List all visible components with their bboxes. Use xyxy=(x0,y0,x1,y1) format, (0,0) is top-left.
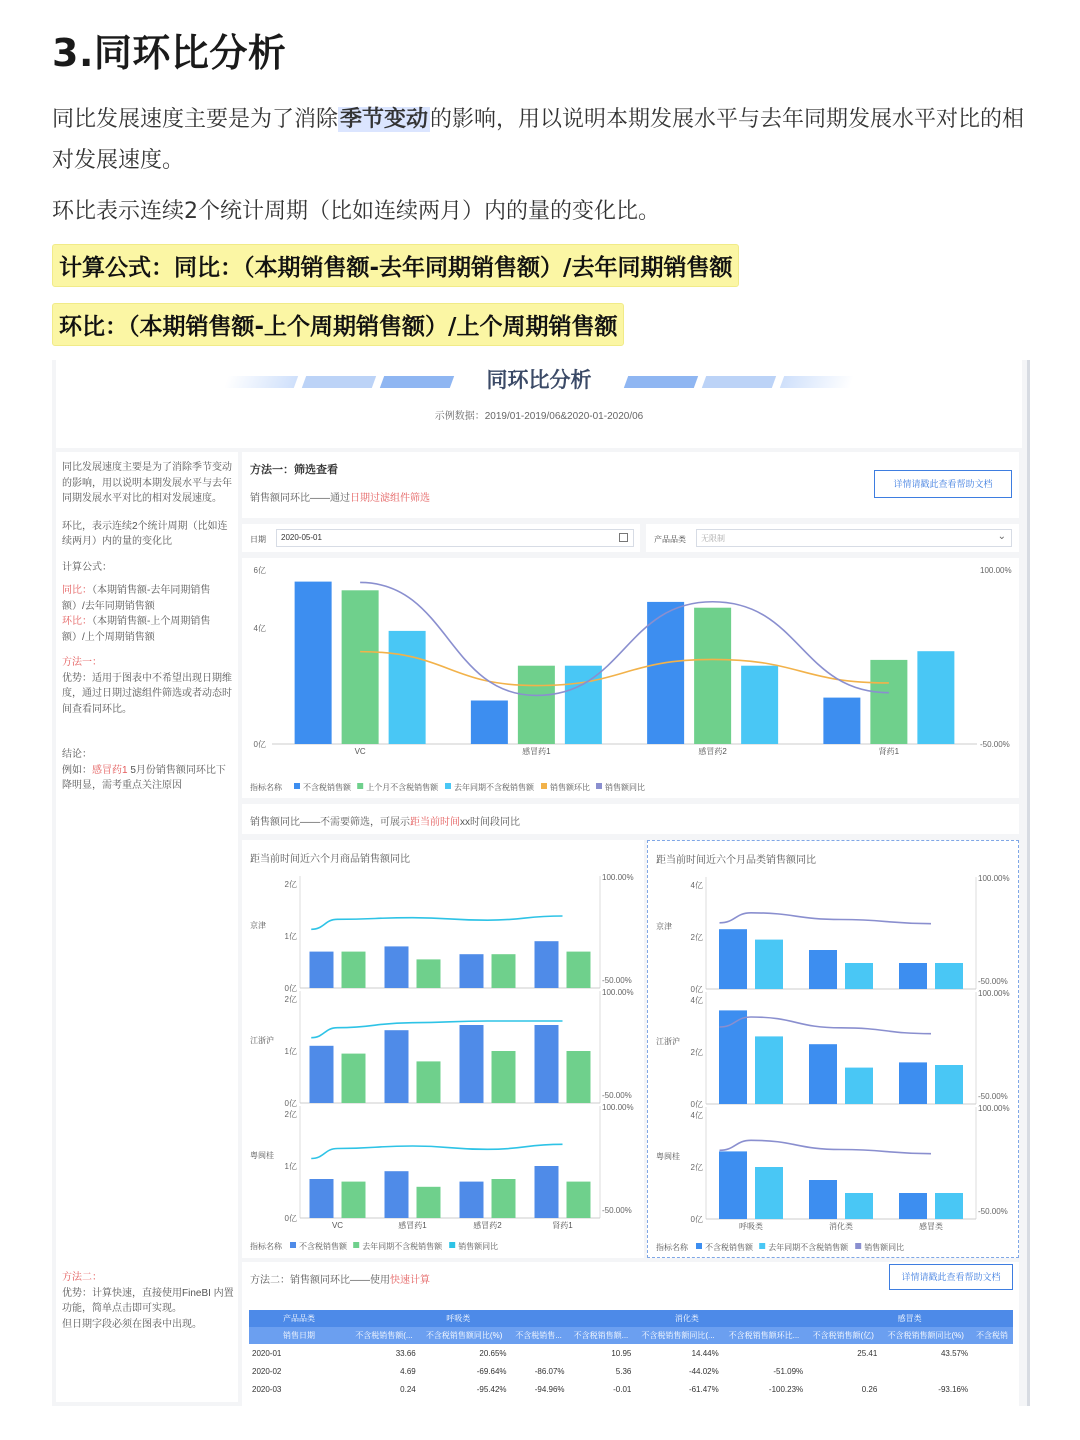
bar xyxy=(385,1171,409,1218)
row-label: 粤闽桂 xyxy=(250,1151,274,1160)
x-tick-label: 感冒药2 xyxy=(473,1221,502,1230)
bar xyxy=(460,954,484,988)
dashboard-subtitle: 示例数据：2019/01-2019/06&2020-01-2020/06 xyxy=(434,411,644,422)
table-row[interactable] xyxy=(249,1380,1013,1398)
y-tick-label: 4亿 xyxy=(253,624,266,633)
legend-swatch xyxy=(449,1242,455,1248)
y2-tick-label: -50.00% xyxy=(602,976,632,985)
x-tick-label: 感冒药1 xyxy=(398,1221,427,1230)
legend-label: 去年同期不含税销售额 xyxy=(768,1243,849,1252)
bar xyxy=(310,952,334,988)
bar xyxy=(719,1151,747,1219)
date-input[interactable] xyxy=(276,529,634,547)
x-tick-label: 感冒类 xyxy=(919,1222,943,1231)
main-chart-panel xyxy=(242,558,1019,798)
yoy-sub-suffix: xx时间段同比 xyxy=(460,817,520,828)
bar xyxy=(755,1036,783,1104)
table-row[interactable] xyxy=(249,1362,1013,1380)
table-cell: 4.69 xyxy=(400,1366,416,1376)
y2-tick-label: 100.00% xyxy=(978,1104,1010,1113)
bar xyxy=(899,1193,927,1219)
bar xyxy=(935,963,963,989)
product-yoy-chart xyxy=(242,840,644,1258)
table-cell: -94.96% xyxy=(534,1384,565,1394)
quick-calc-table xyxy=(249,1310,1013,1398)
table-cell: 25.41 xyxy=(857,1348,878,1358)
y2-tick-label: -50.00% xyxy=(602,1206,632,1215)
bar xyxy=(342,952,366,988)
y-tick-label: 6亿 xyxy=(253,566,266,575)
legend-prefix: 指标名称 xyxy=(250,1242,282,1251)
y-tick-label: 0亿 xyxy=(690,985,703,994)
table-cell: -61.47% xyxy=(688,1384,719,1394)
bar xyxy=(899,1062,927,1104)
y-tick-label: 2亿 xyxy=(284,995,297,1004)
y2-tick-label: 100.00% xyxy=(980,566,1012,575)
bar xyxy=(535,941,559,988)
y-tick-label: 0亿 xyxy=(284,1214,297,1223)
y-tick-label: 4亿 xyxy=(690,1111,703,1120)
x-tick-label: 消化类 xyxy=(829,1222,853,1231)
note-example xyxy=(62,763,232,794)
row-label: 京津 xyxy=(656,922,672,931)
quick-calc-table-wrap xyxy=(249,1310,1013,1398)
legend-label: 销售额环比 xyxy=(550,783,590,792)
y-tick-label: 2亿 xyxy=(284,1110,297,1119)
y-tick-label: 2亿 xyxy=(690,1048,703,1057)
method1-title: 方法一：筛选查看 xyxy=(250,464,338,476)
category-yoy-chart xyxy=(648,841,1018,1257)
table-header-cell[interactable]: 不含税销售额同比(%) xyxy=(880,1327,971,1344)
method2-title xyxy=(250,1271,430,1286)
table-header-cell[interactable]: 不含税销售额(亿) xyxy=(806,1327,880,1344)
note-conclusion-label: 结论： xyxy=(62,749,92,760)
x-tick-label: VC xyxy=(331,1221,344,1230)
bar xyxy=(389,631,426,744)
paragraph-huanbi: 环比表示连续2个统计周期（比如连续两月）内的量的变化比。 xyxy=(52,199,660,224)
table-group-header xyxy=(249,1310,1013,1327)
note-method1-text: 优势：适用于图表中不希望出现日期维度，通过日期过滤组件筛选或者动态时间查看同环比。 xyxy=(62,672,232,715)
bar xyxy=(809,950,837,989)
table-cell: 14.44% xyxy=(691,1348,719,1358)
method2-title-prefix: 方法二：销售额同环比——使用 xyxy=(250,1275,390,1286)
article-heading: 3.同环比分析 xyxy=(52,31,287,75)
method1-sub-red: 日期过滤组件筛选 xyxy=(350,493,430,504)
table-cell: 20.65% xyxy=(479,1348,507,1358)
table-cell: 5.36 xyxy=(615,1366,632,1376)
legend-label: 不含税销售额 xyxy=(299,1242,347,1251)
bar xyxy=(518,666,555,744)
p1-text-a: 同比发展速度主要是为了消除 xyxy=(52,107,339,132)
table-cell: -44.02% xyxy=(688,1366,719,1376)
legend-label: 去年同期不含税销售额 xyxy=(362,1242,443,1251)
x-tick-label: 感冒药2 xyxy=(698,747,727,756)
legend-label: 去年同期不含税销售额 xyxy=(454,783,534,792)
series-line-yoy xyxy=(720,1140,932,1153)
table-header-cell[interactable]: 不含税销售... xyxy=(510,1327,568,1344)
legend-label: 不含税销售额 xyxy=(705,1243,753,1252)
note-method2-note: 但日期字段必须在图表中出现。 xyxy=(62,1318,202,1330)
bar xyxy=(565,666,602,744)
y-tick-label: 1亿 xyxy=(284,1162,297,1171)
legend-label: 销售额同比 xyxy=(864,1243,905,1252)
bar xyxy=(823,698,860,744)
table-header-cell[interactable]: 感冒类 xyxy=(806,1310,1013,1327)
note-tongbi xyxy=(62,583,232,614)
legend-swatch xyxy=(353,1242,359,1248)
category-yoy-panel xyxy=(647,840,1019,1258)
row-label: 京津 xyxy=(250,921,266,930)
bar xyxy=(741,666,778,744)
bar xyxy=(535,1025,559,1103)
p1-text-b: 的影响，用以说明本期发展水平与去年同期发展水平对比的相对发展速度。 xyxy=(52,107,1025,173)
bar xyxy=(755,940,783,989)
paragraph-tongbi xyxy=(52,99,1032,181)
note-huanbi-label: 环比： xyxy=(62,616,92,627)
table-header-cell[interactable]: 不含税销售额(... xyxy=(349,1327,419,1344)
x-tick-label: 感冒药1 xyxy=(522,747,551,756)
bar xyxy=(755,1167,783,1219)
series-line-yoy xyxy=(720,1017,932,1034)
bar xyxy=(417,1061,441,1103)
bar xyxy=(460,1025,484,1103)
bar xyxy=(917,651,954,744)
yoy-sub-red: 距当前时间 xyxy=(410,817,460,828)
y2-tick-label: 100.00% xyxy=(978,989,1010,998)
dashboard-screenshot xyxy=(52,360,1030,1406)
y-tick-label: 2亿 xyxy=(284,880,297,889)
y2-tick-label: -50.00% xyxy=(980,740,1010,749)
table-cell: -95.42% xyxy=(476,1384,507,1394)
bar xyxy=(342,1054,366,1103)
bar xyxy=(492,954,516,988)
table-cell xyxy=(880,1362,971,1380)
bar xyxy=(310,1046,334,1103)
table-cell xyxy=(806,1362,880,1380)
bar xyxy=(935,1193,963,1219)
x-tick-label: 肾药1 xyxy=(552,1221,573,1230)
table-cell: 33.66 xyxy=(395,1348,416,1358)
x-tick-label: 呼吸类 xyxy=(739,1222,763,1231)
table-cell: 0.26 xyxy=(861,1384,878,1394)
table-cell: 43.57% xyxy=(940,1348,969,1358)
y2-tick-label: 100.00% xyxy=(602,1103,634,1112)
highlighted-term: 季节变动 xyxy=(340,107,429,132)
table-header-cell[interactable]: 产品品类 xyxy=(249,1310,349,1327)
bar xyxy=(719,1010,747,1104)
y2-tick-label: 100.00% xyxy=(978,874,1010,883)
legend-swatch xyxy=(290,1242,296,1248)
legend-label: 不含税销售额 xyxy=(303,783,351,792)
note-formula-label: 计算公式： xyxy=(62,561,112,573)
bar xyxy=(845,963,873,989)
legend-swatch xyxy=(759,1243,765,1249)
category-filter-label: 产品品类 xyxy=(654,535,686,544)
bar xyxy=(492,1051,516,1103)
table-sub-header xyxy=(249,1327,1013,1344)
dashboard-header xyxy=(56,360,1022,448)
table-cell: 0.24 xyxy=(400,1384,416,1394)
legend-swatch xyxy=(855,1243,861,1249)
product-yoy-panel xyxy=(242,840,644,1258)
bar xyxy=(342,1182,366,1218)
series-line-yoy xyxy=(311,1021,562,1038)
bar xyxy=(471,701,508,745)
table-header-cell[interactable]: 不含税销售额同比(%) xyxy=(419,1327,510,1344)
bar xyxy=(845,1068,873,1104)
method2-title-red: 快速计算 xyxy=(390,1275,430,1286)
note-example-suffix: 5月份销售额同环比下降明显，需考重点关注原因 xyxy=(62,764,226,791)
note-example-prefix: 例如： xyxy=(62,764,92,776)
bar xyxy=(295,582,332,744)
note-method2-label: 方法二： xyxy=(62,1272,102,1283)
note-huanbi-formula xyxy=(62,614,232,645)
y-tick-label: 4亿 xyxy=(690,881,703,890)
yoy-sub-prefix: 销售额同比——不需要筛选，可展示 xyxy=(250,817,410,828)
dashboard-title: 同环比分析 xyxy=(486,369,592,392)
category-select[interactable] xyxy=(696,529,1012,547)
note-method1-label: 方法一： xyxy=(62,657,102,668)
bar xyxy=(460,1182,484,1218)
chevron-down-icon[interactable]: ⌄ xyxy=(997,531,1006,542)
note-method2-text: 优势：计算快速，直接使用FineBI 内置功能，简单点击即可实现。 xyxy=(62,1287,234,1314)
help-doc-button-2[interactable]: 详情请戳此查看帮助文档 xyxy=(889,1264,1013,1290)
bar xyxy=(385,946,409,988)
legend-swatch xyxy=(541,783,547,789)
table-header-cell[interactable]: 不含税销售额环比... xyxy=(722,1327,806,1344)
main-chart xyxy=(242,558,1019,798)
help-doc-button[interactable]: 详情请戳此查看帮助文档 xyxy=(874,470,1012,498)
legend-swatch xyxy=(445,783,451,789)
note-huanbi: 环比，表示连续2个统计周期（比如连续两月）内的量的变化比 xyxy=(62,520,228,547)
table-cell: 2020-03 xyxy=(252,1384,282,1394)
bar xyxy=(845,1193,873,1219)
table-cell: -100.23% xyxy=(768,1384,804,1394)
product-yoy-title: 距当前时间近六个月商品销售额同比 xyxy=(250,854,410,865)
y-tick-label: 2亿 xyxy=(690,933,703,942)
table-cell: -93.16% xyxy=(938,1384,969,1394)
note-tongbi-label: 同比： xyxy=(62,585,92,596)
table-cell xyxy=(722,1344,806,1362)
table-cell: 2020-01 xyxy=(252,1348,282,1358)
bar xyxy=(870,660,907,744)
y2-tick-label: -50.00% xyxy=(602,1091,632,1100)
y2-tick-label: 100.00% xyxy=(602,988,634,997)
x-tick-label: VC xyxy=(354,747,366,756)
series-line-yoy xyxy=(311,916,562,929)
y2-tick-label: -50.00% xyxy=(978,1092,1008,1101)
series-line-yoy xyxy=(720,913,932,924)
note-huanbi-text: （本期销售额-上个周期销售额）/上个周期销售额 xyxy=(62,616,211,643)
table-cell: 2020-02 xyxy=(252,1366,282,1376)
series-line-yoy xyxy=(360,582,889,695)
date-filter xyxy=(242,524,640,552)
date-filter-label: 日期 xyxy=(250,535,266,544)
y-tick-label: 1亿 xyxy=(284,932,297,941)
legend-label: 销售额同比 xyxy=(605,783,645,792)
table-header-cell[interactable]: 消化类 xyxy=(568,1310,807,1327)
table-cell: -0.01 xyxy=(613,1384,632,1394)
legend-prefix: 指标名称 xyxy=(250,783,282,792)
legend-swatch xyxy=(294,783,300,789)
table-cell xyxy=(971,1344,1013,1362)
bar xyxy=(535,1166,559,1218)
table-header-cell[interactable]: 销售日期 xyxy=(249,1327,349,1344)
bar xyxy=(310,1179,334,1218)
bar xyxy=(899,963,927,989)
table-header-cell[interactable]: 不含税销售额同比(... xyxy=(634,1327,721,1344)
category-select-placeholder: 无限制 xyxy=(701,534,725,543)
calendar-icon[interactable] xyxy=(619,533,628,542)
formula-huanbi: 环比：（本期销售额-上个周期销售额）/上个周期销售额 xyxy=(52,303,624,346)
table-cell: 10.95 xyxy=(611,1348,632,1358)
table-cell: -86.07% xyxy=(534,1366,565,1376)
y-tick-label: 0亿 xyxy=(690,1100,703,1109)
category-filter xyxy=(646,524,1019,552)
bar xyxy=(719,929,747,989)
table-row[interactable] xyxy=(249,1344,1013,1362)
yoy-subtitle xyxy=(250,813,520,828)
y2-tick-label: 100.00% xyxy=(602,873,634,882)
bar xyxy=(417,1187,441,1218)
method1-subtitle xyxy=(250,489,430,504)
notes-column xyxy=(56,452,238,1402)
table-cell xyxy=(510,1344,568,1362)
yoy-subtitle-panel xyxy=(242,804,1019,834)
legend-swatch xyxy=(596,783,602,789)
legend-label: 上个月不含税销售额 xyxy=(366,783,439,792)
series-line-yoy xyxy=(311,1144,562,1158)
table-cell: -69.64% xyxy=(476,1366,507,1376)
legend-label: 销售额同比 xyxy=(458,1242,499,1251)
note-example-red: 感冒药1 xyxy=(92,764,128,776)
table-cell: -51.09% xyxy=(773,1366,804,1376)
bar xyxy=(342,590,379,744)
bar xyxy=(567,1182,591,1218)
formula-tongbi: 计算公式：同比：（本期销售额-去年同期销售额）/去年同期销售额 xyxy=(52,244,739,287)
bar xyxy=(935,1065,963,1104)
article xyxy=(52,22,1032,346)
bar xyxy=(492,1179,516,1218)
method1-sub-prefix: 销售额同环比——通过 xyxy=(250,493,350,504)
y-tick-label: 0亿 xyxy=(690,1215,703,1224)
legend-swatch xyxy=(357,783,363,789)
y-tick-label: 0亿 xyxy=(284,984,297,993)
table-cell xyxy=(971,1380,1013,1398)
y-tick-label: 1亿 xyxy=(284,1047,297,1056)
y-tick-label: 4亿 xyxy=(690,996,703,1005)
legend-prefix: 指标名称 xyxy=(656,1243,688,1252)
bar xyxy=(417,959,441,988)
bar xyxy=(809,1180,837,1219)
table-header-cell[interactable]: 呼吸类 xyxy=(349,1310,568,1327)
y-tick-label: 0亿 xyxy=(284,1099,297,1108)
category-yoy-title: 距当前时间近六个月品类销售额同比 xyxy=(656,855,816,866)
table-cell xyxy=(971,1362,1013,1380)
note-tongbi-text: （本期销售额-去年同期销售额）/去年同期销售额 xyxy=(62,585,211,612)
row-label: 江浙沪 xyxy=(656,1037,680,1046)
x-tick-label: 肾药1 xyxy=(878,747,900,756)
date-input-value: 2020-05-01 xyxy=(281,533,322,542)
y-tick-label: 2亿 xyxy=(690,1163,703,1172)
y-tick-label: 0亿 xyxy=(253,740,266,749)
method1-panel xyxy=(242,452,1019,518)
y2-tick-label: -50.00% xyxy=(978,1207,1008,1216)
row-label: 粤闽桂 xyxy=(656,1152,680,1161)
table-header-cell[interactable]: 不含税销售额... xyxy=(568,1327,635,1344)
bar xyxy=(809,1044,837,1104)
bar xyxy=(567,1051,591,1103)
note-intro: 同比发展速度主要是为了消除季节变动的影响，用以说明本期发展水平与去年同期发展水平对比的相对发展速度。 xyxy=(62,462,232,504)
note-method2 xyxy=(62,1270,234,1332)
bar xyxy=(567,952,591,988)
table-header-cell[interactable]: 不含税销 xyxy=(971,1327,1013,1344)
bar xyxy=(385,1030,409,1103)
row-label: 江浙沪 xyxy=(250,1036,274,1045)
bar xyxy=(694,608,731,744)
bar xyxy=(647,602,684,744)
method2-panel xyxy=(242,1262,1019,1406)
legend-swatch xyxy=(696,1243,702,1249)
y2-tick-label: -50.00% xyxy=(978,977,1008,986)
